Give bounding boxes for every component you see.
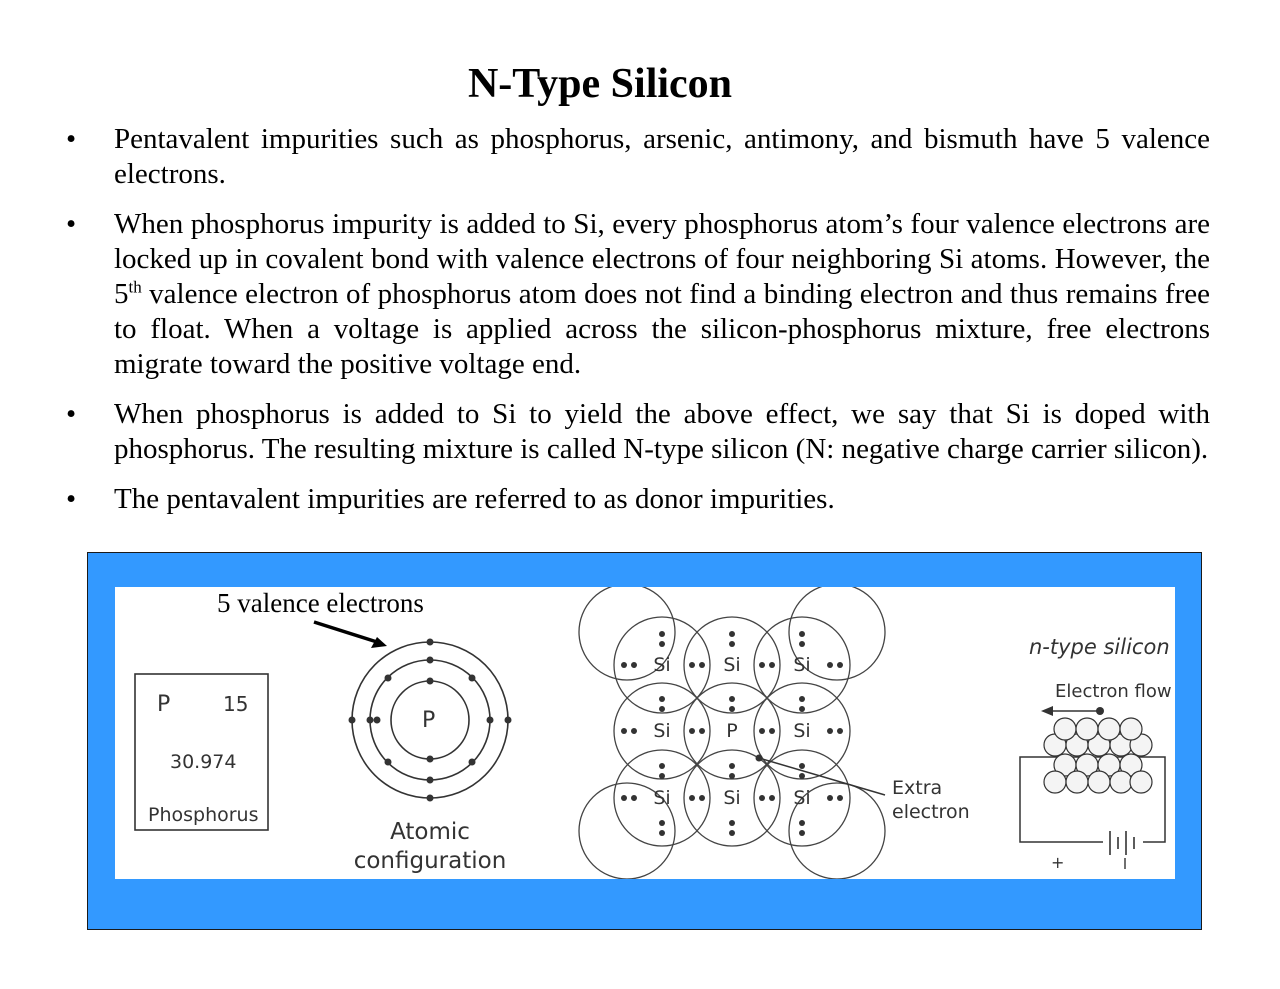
figure-illustration: [115, 587, 1175, 879]
bullet-text: The pentavalent impurities are referred to as donor impurities.: [114, 483, 835, 515]
bullet-text: When phosphorus is added to Si to yield the above effect, we say that Si is doped with phosphorus. The resulting mixture is called N-type silicon (N: negative charge carrier silicon).: [114, 398, 1210, 465]
bullet-text-cont: valence electron of phosphorus atom does not find a binding electron and thus remains free to float. When a voltage is applied across the silicon-phosphorus mixture, free electrons migrate toward the positive voltage end.: [114, 278, 1210, 380]
crystal-spheres: [1044, 718, 1152, 793]
flow-electron: [1096, 707, 1104, 715]
lattice-atom: Si: [723, 787, 741, 809]
lattice-atom: Si: [653, 720, 671, 742]
lattice-atom: Si: [793, 787, 811, 809]
lattice-atom: P: [726, 720, 738, 742]
lattice-atom: Si: [723, 654, 741, 676]
element-name: Phosphorus: [148, 804, 259, 826]
bullet-dot: •: [66, 483, 77, 515]
nucleus-label: P: [422, 708, 436, 733]
atom-caption-2: configuration: [353, 848, 507, 874]
lattice-atom: Si: [793, 654, 811, 676]
atomic-mass: 30.974: [170, 751, 237, 773]
extra-electron-pointer: [759, 758, 885, 795]
bullet-dot: •: [66, 123, 77, 155]
bullet-dot: •: [66, 208, 77, 240]
bullet-item: [58, 482, 1210, 517]
bullet-text: Pentavalent impurities such as phosphorus, arsenic, antimony, and bismuth have 5 valence electrons.: [114, 123, 1210, 190]
bullet-item: [58, 207, 1210, 382]
valence-label: 5 valence electrons: [217, 588, 424, 618]
bullet-text: When phosphorus impurity is added to Si, every phosphorus atom’s four valence electrons are locked up in covalent bond with valence electrons of four neighboring Si atoms. However, the 5: [114, 208, 1210, 310]
flow-label: Electron flow: [1055, 681, 1172, 702]
lattice-atom: Si: [653, 787, 671, 809]
extra-label-1: Extra: [892, 777, 943, 799]
flow-arrow-head: [1041, 706, 1053, 716]
ntype-block: [1020, 635, 1172, 872]
atom-caption-1: Atomic: [390, 819, 470, 845]
battery-gap: [1103, 825, 1143, 859]
slide-title: N-Type Silicon: [467, 61, 733, 107]
lattice-atom: Si: [653, 654, 671, 676]
figure-panel: [115, 587, 1175, 879]
atomic-number: 15: [223, 692, 249, 716]
element-symbol: P: [157, 692, 171, 717]
bullet-dot: •: [66, 398, 77, 430]
element-card: [135, 674, 268, 830]
arrow-line: [314, 622, 377, 642]
ntype-title: n-type silicon: [1029, 635, 1170, 659]
superscript: th: [128, 277, 142, 297]
bullet-list: [58, 122, 1210, 532]
crystal-lattice: [579, 587, 970, 879]
bullet-item: [58, 122, 1210, 192]
lattice-atom: Si: [793, 720, 811, 742]
bullet-item: [58, 397, 1210, 467]
extra-label-2: electron: [892, 801, 970, 823]
plus-sign: +: [1051, 853, 1065, 872]
